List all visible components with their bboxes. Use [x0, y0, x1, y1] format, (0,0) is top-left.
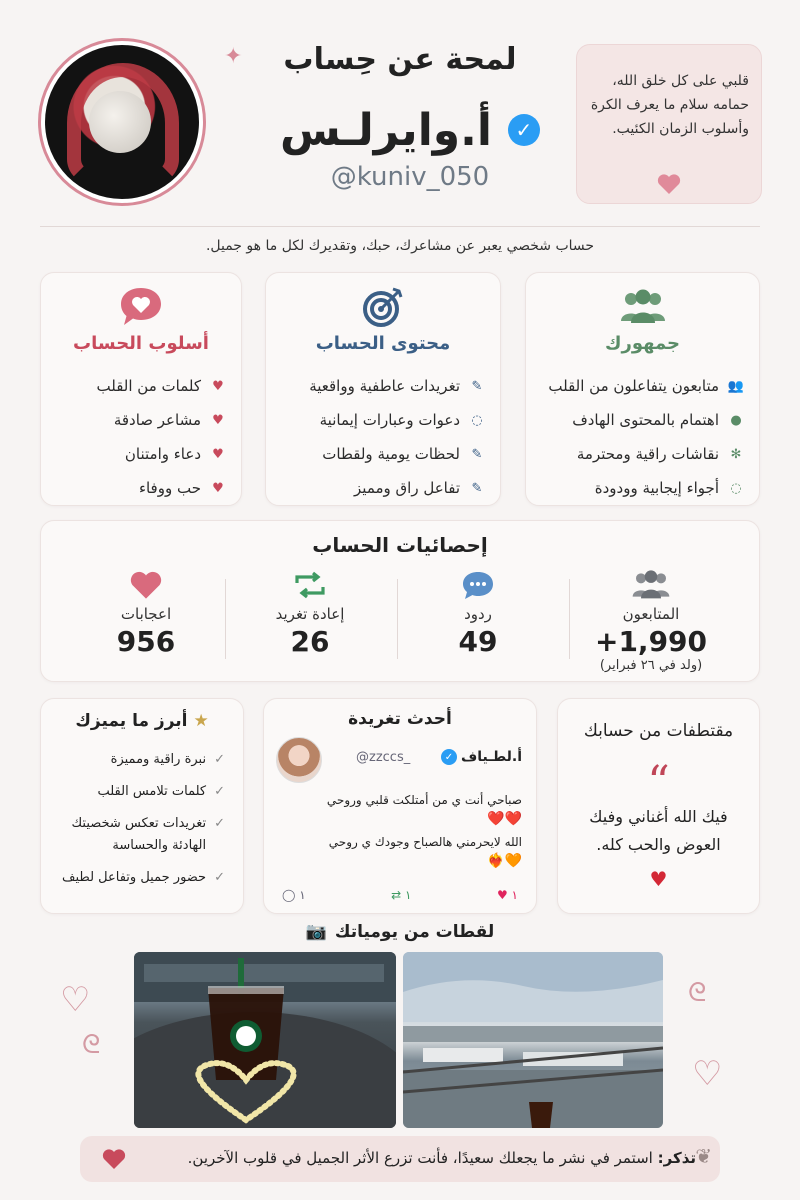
- tweet-text-line: صباحي أنت ي من أمتلكت قلبي وروحي: [326, 793, 522, 807]
- tweet-author-avatar[interactable]: [276, 737, 322, 783]
- tweet-actions: [274, 885, 526, 905]
- stats-panel: [40, 520, 760, 682]
- reply-icon: ◯: [282, 888, 296, 902]
- user-icon: ●: [730, 412, 742, 428]
- verified-badge-icon: ✓: [508, 114, 540, 146]
- speech-icon: ◌: [471, 412, 483, 428]
- list-item: ♥ مشاعر صادقة: [51, 403, 227, 437]
- list-item: 👥 متابعون يتفاعلون من القلب: [548, 377, 745, 395]
- stat-followers: [561, 569, 741, 673]
- style-card: [40, 272, 242, 506]
- list-item: ✎ تفاعل راق ومميز: [276, 471, 486, 505]
- moments-title: لقطات من يومياتك 📷: [305, 922, 495, 942]
- camera-icon: 📷: [305, 922, 327, 942]
- like-button[interactable]: ♥ ١: [496, 888, 518, 902]
- list-item: ♥ حب ووفاء: [51, 471, 227, 505]
- card-title: محتوى الحساب: [315, 333, 451, 354]
- leaf-doodle-icon: ❦: [695, 1144, 712, 1168]
- users-group-icon: [561, 569, 741, 601]
- stat-value: 956: [116, 625, 176, 658]
- tweet-text-line: الله لايحرمني هالصباح وجودك ي روحي: [328, 835, 522, 849]
- list-item: ♥ كلمات من القلب: [51, 369, 227, 403]
- stat-label: اعجابات: [120, 605, 172, 623]
- audience-card: [525, 272, 760, 506]
- display-name-row: [250, 100, 570, 160]
- users-group-icon: [526, 285, 759, 329]
- page-title: لمحة عن حِساب: [283, 42, 517, 77]
- list-item: ✎ لحظات يومية ولقطات: [276, 437, 486, 471]
- check-circle-icon: ✓: [214, 816, 225, 831]
- list-item: ● اهتمام بالمحتوى الهادف: [536, 403, 745, 437]
- list-item: ♥ دعاء وامتنان: [51, 437, 227, 471]
- target-icon: [266, 285, 500, 329]
- bio-text: حساب شخصي يعبر عن مشاعرك، حبك، وتقديرك لكل ما هو جميل.: [205, 238, 595, 254]
- reply-button[interactable]: ◯ ١: [282, 888, 306, 902]
- swirl-doodle-icon: ᘓ: [82, 1030, 101, 1060]
- list-item: ✓ نبرة راقية ومميزة: [53, 749, 225, 771]
- users-icon: 👥: [727, 378, 745, 394]
- swirl-doodle-icon: ᘓ: [688, 978, 707, 1008]
- stat-retweets: [225, 569, 395, 658]
- stat-value: 49: [458, 625, 498, 658]
- excerpt-quote: فيك الله أغناني وفيك العوض والحب كله.: [589, 807, 728, 854]
- stat-likes: [61, 569, 231, 658]
- heart-icon: [61, 569, 231, 601]
- star-icon: ★: [193, 711, 209, 731]
- profile-avatar[interactable]: [38, 38, 206, 206]
- traits-card: [40, 698, 244, 914]
- profile-handle[interactable]: @kuniv_050: [330, 162, 490, 192]
- heart-doodle-icon: ♡: [692, 1054, 723, 1094]
- divider: [40, 226, 760, 227]
- heart-bullet-icon: ♥: [212, 480, 224, 496]
- heart-bullet-icon: ♥: [212, 378, 224, 394]
- speech-bubble-icon: [393, 569, 563, 601]
- check-circle-icon: ✓: [214, 752, 225, 767]
- retweet-button[interactable]: ⇄ ١: [391, 888, 412, 902]
- pen-icon: ✎: [471, 378, 483, 394]
- stat-replies: [393, 569, 563, 658]
- excerpts-card: [557, 698, 760, 914]
- tweet-card-title: أحدث تغريدة: [348, 709, 452, 729]
- stat-label: إعادة تغريد: [275, 605, 345, 623]
- list-item: ◌ دعوات وعبارات إيمانية: [276, 403, 486, 437]
- check-circle-icon: ✓: [214, 784, 225, 799]
- tweet-author[interactable]: أ.لطـياف ✓: [441, 749, 522, 765]
- sparkle-icon: ✦: [224, 44, 243, 69]
- list-item: ✓ كلمات تلامس القلب: [53, 781, 225, 803]
- users-icon: ✻: [730, 446, 742, 462]
- tweet-emoji: ❤️‍🔥🧡: [487, 853, 522, 869]
- list-item: ✓ تغريدات تعكس شخصيتك الهادئة والحساسة: [53, 813, 225, 857]
- stat-label: ردود: [464, 605, 492, 623]
- traits-title: ★ أبرز ما يميزك: [75, 711, 209, 731]
- heart-icon: [657, 173, 681, 199]
- heart-icon: ♥: [496, 888, 508, 902]
- bio-quote-text: قلبي على كل خلق الله، حمامه سلام ما يعرف الكرة وأسلوب الزمان الكئيب.: [590, 73, 749, 137]
- retweet-icon: [225, 569, 395, 601]
- retweet-icon: ⇄: [391, 888, 402, 902]
- stat-value: +1,990: [594, 625, 708, 658]
- chat-icon: ◌: [730, 480, 742, 496]
- reminder-banner: [80, 1136, 720, 1182]
- list-item: ✎ تغريدات عاطفية وواقعية: [276, 369, 486, 403]
- list-item: ✻ نقاشات راقية ومحترمة: [536, 437, 745, 471]
- pen-icon: ✎: [471, 480, 483, 496]
- heart-icon: ♥: [649, 867, 668, 891]
- bio-quote-card: [576, 44, 762, 204]
- tweet-emoji: ❤️❤️: [487, 811, 522, 827]
- stat-note: (ولد في ٢٦ فبراير): [599, 658, 703, 673]
- display-name: أ.وايرلـس: [280, 104, 492, 156]
- card-title: أسلوب الحساب: [73, 333, 209, 354]
- stat-value: 26: [290, 625, 330, 658]
- reminder-text: تذكر: استمر في نشر ما يجعلك سعيدًا، فأنت تزرع الأثر الجميل في قلوب الآخرين.: [187, 1149, 696, 1167]
- heart-icon: [102, 1148, 126, 1174]
- excerpts-title: مقتطفات من حسابك: [583, 721, 734, 741]
- heart-bullet-icon: ♥: [212, 446, 224, 462]
- quote-mark-icon: “: [647, 757, 670, 808]
- stats-title: إحصائيات الحساب: [312, 533, 488, 557]
- verified-badge-icon: ✓: [441, 749, 457, 765]
- list-item: ✓ حضور جميل وتفاعل لطيف: [53, 867, 225, 889]
- moment-photo-coffee[interactable]: [134, 952, 396, 1128]
- card-title: جمهورك: [604, 333, 681, 354]
- content-card: [265, 272, 501, 506]
- stat-label: المتابعون: [622, 605, 680, 623]
- list-item: ◌ أجواء إيجابية وودودة: [536, 471, 745, 505]
- latest-tweet-card[interactable]: [263, 698, 537, 914]
- chat-heart-icon: [41, 285, 241, 329]
- moment-photo-marina[interactable]: [403, 952, 663, 1128]
- check-circle-icon: ✓: [214, 870, 225, 885]
- tweet-handle[interactable]: @zzccs_: [356, 750, 411, 765]
- heart-doodle-icon: ♡: [60, 980, 91, 1020]
- heart-bullet-icon: ♥: [212, 412, 224, 428]
- pen-icon: ✎: [471, 446, 483, 462]
